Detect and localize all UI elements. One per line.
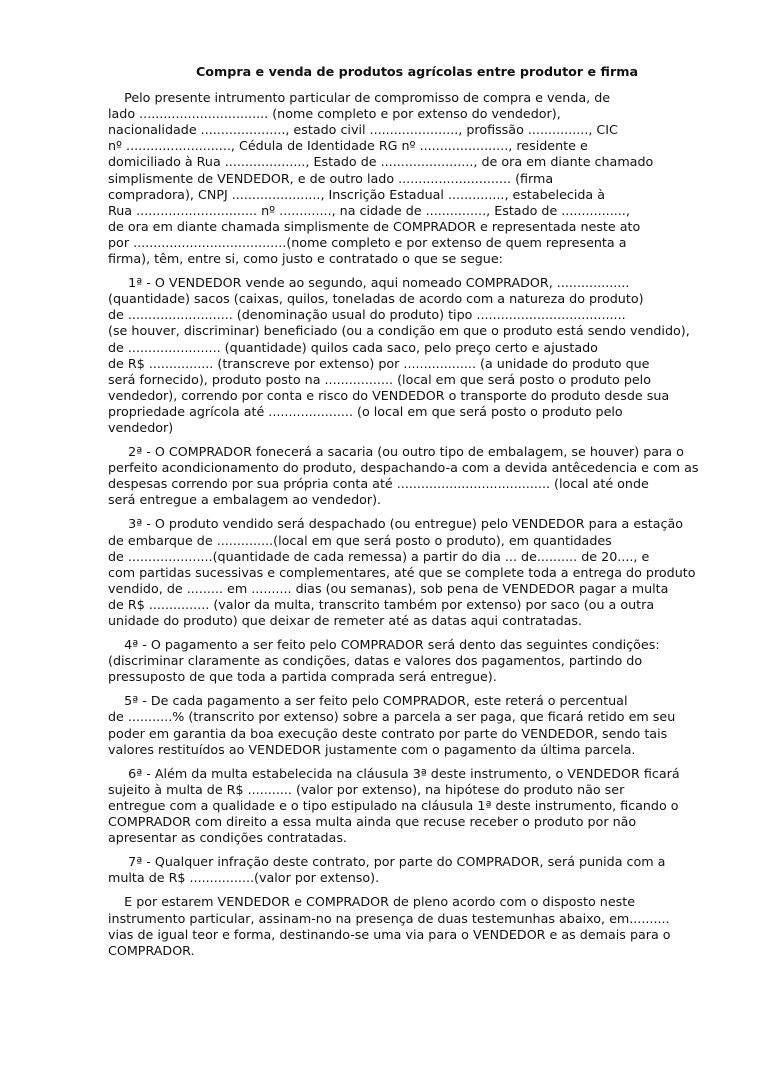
paragraph-clause-2: 2ª - O COMPRADOR fonecerá a sacaria (ou outro tipo de embalagem, se houver) para o perfeito acondicionamento do produto, despachando-a com a devida antêcedencia e com as despesas correndo por sua própria conta até ...................................... (local até onde será entregue a embalagem ao vendedor). xyxy=(108,444,699,508)
paragraph-clause-3: 3ª - O produto vendido será despachado (ou entregue) pelo VENDEDOR para a estação de embarque de ..............(local em que será posto o produto), em quantidades de .....................(quantidade de cada remessa) a partir do dia ... de.......... de 20...., e com partidas sucessivas e complementares, até que se complete toda a entrega do produto vendido, de ......... em .......... dias (ou semanas), sob pena de VENDEDOR pagar a multa de R$ ............... (valor da multa, transcrito também por extenso) por saco (ou a outra unidade do produto) que deixar de remeter até as datas aqui contratadas. xyxy=(108,516,696,628)
paragraph-clause-7: 7ª - Qualquer infração deste contrato, por parte do COMPRADOR, será punida com a multa de R$ ................(valor por extenso). xyxy=(108,854,666,886)
paragraph-clause-5: 5ª - De cada pagamento a ser feito pelo COMPRADOR, este reterá o percentual de ...........% (transcrito por extenso) sobre a parcela a ser paga, que ficará retido em seu poder em garantia da boa execução deste contrato por parte do VENDEDOR, sendo tais valores restituídos ao VENDEDOR justamente com o pagamento da última parcela. xyxy=(108,693,676,757)
paragraph-clause-4: 4ª - O pagamento a ser feito pelo COMPRADOR será dento das seguintes condições: (discriminar claramente as condições, datas e valores dos pagamentos, partindo do pressuposto de que toda a partida comprada será entregue). xyxy=(108,637,660,685)
paragraph-preamble: Pelo presente intrumento particular de compromisso de compra e venda, de lado ................................ (nome completo e por extenso do vendedor), nacionalidade ....................., estado civil ......................, profissão ..............., CIC nº .........................., Cédula de Identidade RG nº ......................, residente e domiciliado à Rua ...................., Estado de ......................., de ora em diante chamado simplismente de VENDEDOR, e de outro lado ............................ (firma compradora), CNPJ ......................, Inscrição Estadual .............., estabelecida à Rua .............................. nº ............., na cidade de ..............., Estado de ................, de ora em diante chamada simplismente de COMPRADOR e representada neste ato por ......................................(nome completo e por extenso de quem representa a firma), têm, entre si, como justo e contratado o que se segue: xyxy=(108,90,654,267)
paragraph-clause-1: 1ª - O VENDEDOR vende ao segundo, aqui nomeado COMPRADOR, .................. (quantidade) sacos (caixas, quilos, toneladas de acordo com a natureza do produto) de .......................... (denominação usual do produto) tipo ..................................... (se houver, discriminar) beneficiado (ou a condição em que o produto está sendo vendido), de ....................... (quantidade) quilos cada saco, pelo preço certo e ajustado de R$ ................ (transcreve por extenso) por .................. (a unidade do produto que será fornecido), produto posto na ................. (local em que será posto o produto pelo vendedor), correndo por conta e risco do VENDEDOR o transporte do produto desde sua propriedade agrícola até ..................... (o local em que será posto o produto pelo vendedor) xyxy=(108,275,690,435)
paragraph-closing: E por estarem VENDEDOR e COMPRADOR de pleno acordo com o disposto neste instrumento particular, assinam-no na presença de duas testemunhas abaixo, em.......... vias de igual teor e forma, destinando-se uma via para o VENDEDOR e as demais para o COMPRADOR. xyxy=(108,894,671,958)
paragraph-clause-6: 6ª - Além da multa estabelecida na cláusula 3ª deste instrumento, o VENDEDOR ficará sujeito à multa de R$ ........... (valor por extenso), na hipótese do produto não ser entregue com a qualidade e o tipo estipulado na cláusula 1ª deste instrumento, ficando o COMPRADOR com direito a essa multa ainda que recuse receber o produto por não apresentar as condições contratadas. xyxy=(108,765,680,846)
document-title: Compra e venda de produtos agrícolas entre produtor e firma xyxy=(195,64,639,79)
document-page xyxy=(108,64,714,967)
